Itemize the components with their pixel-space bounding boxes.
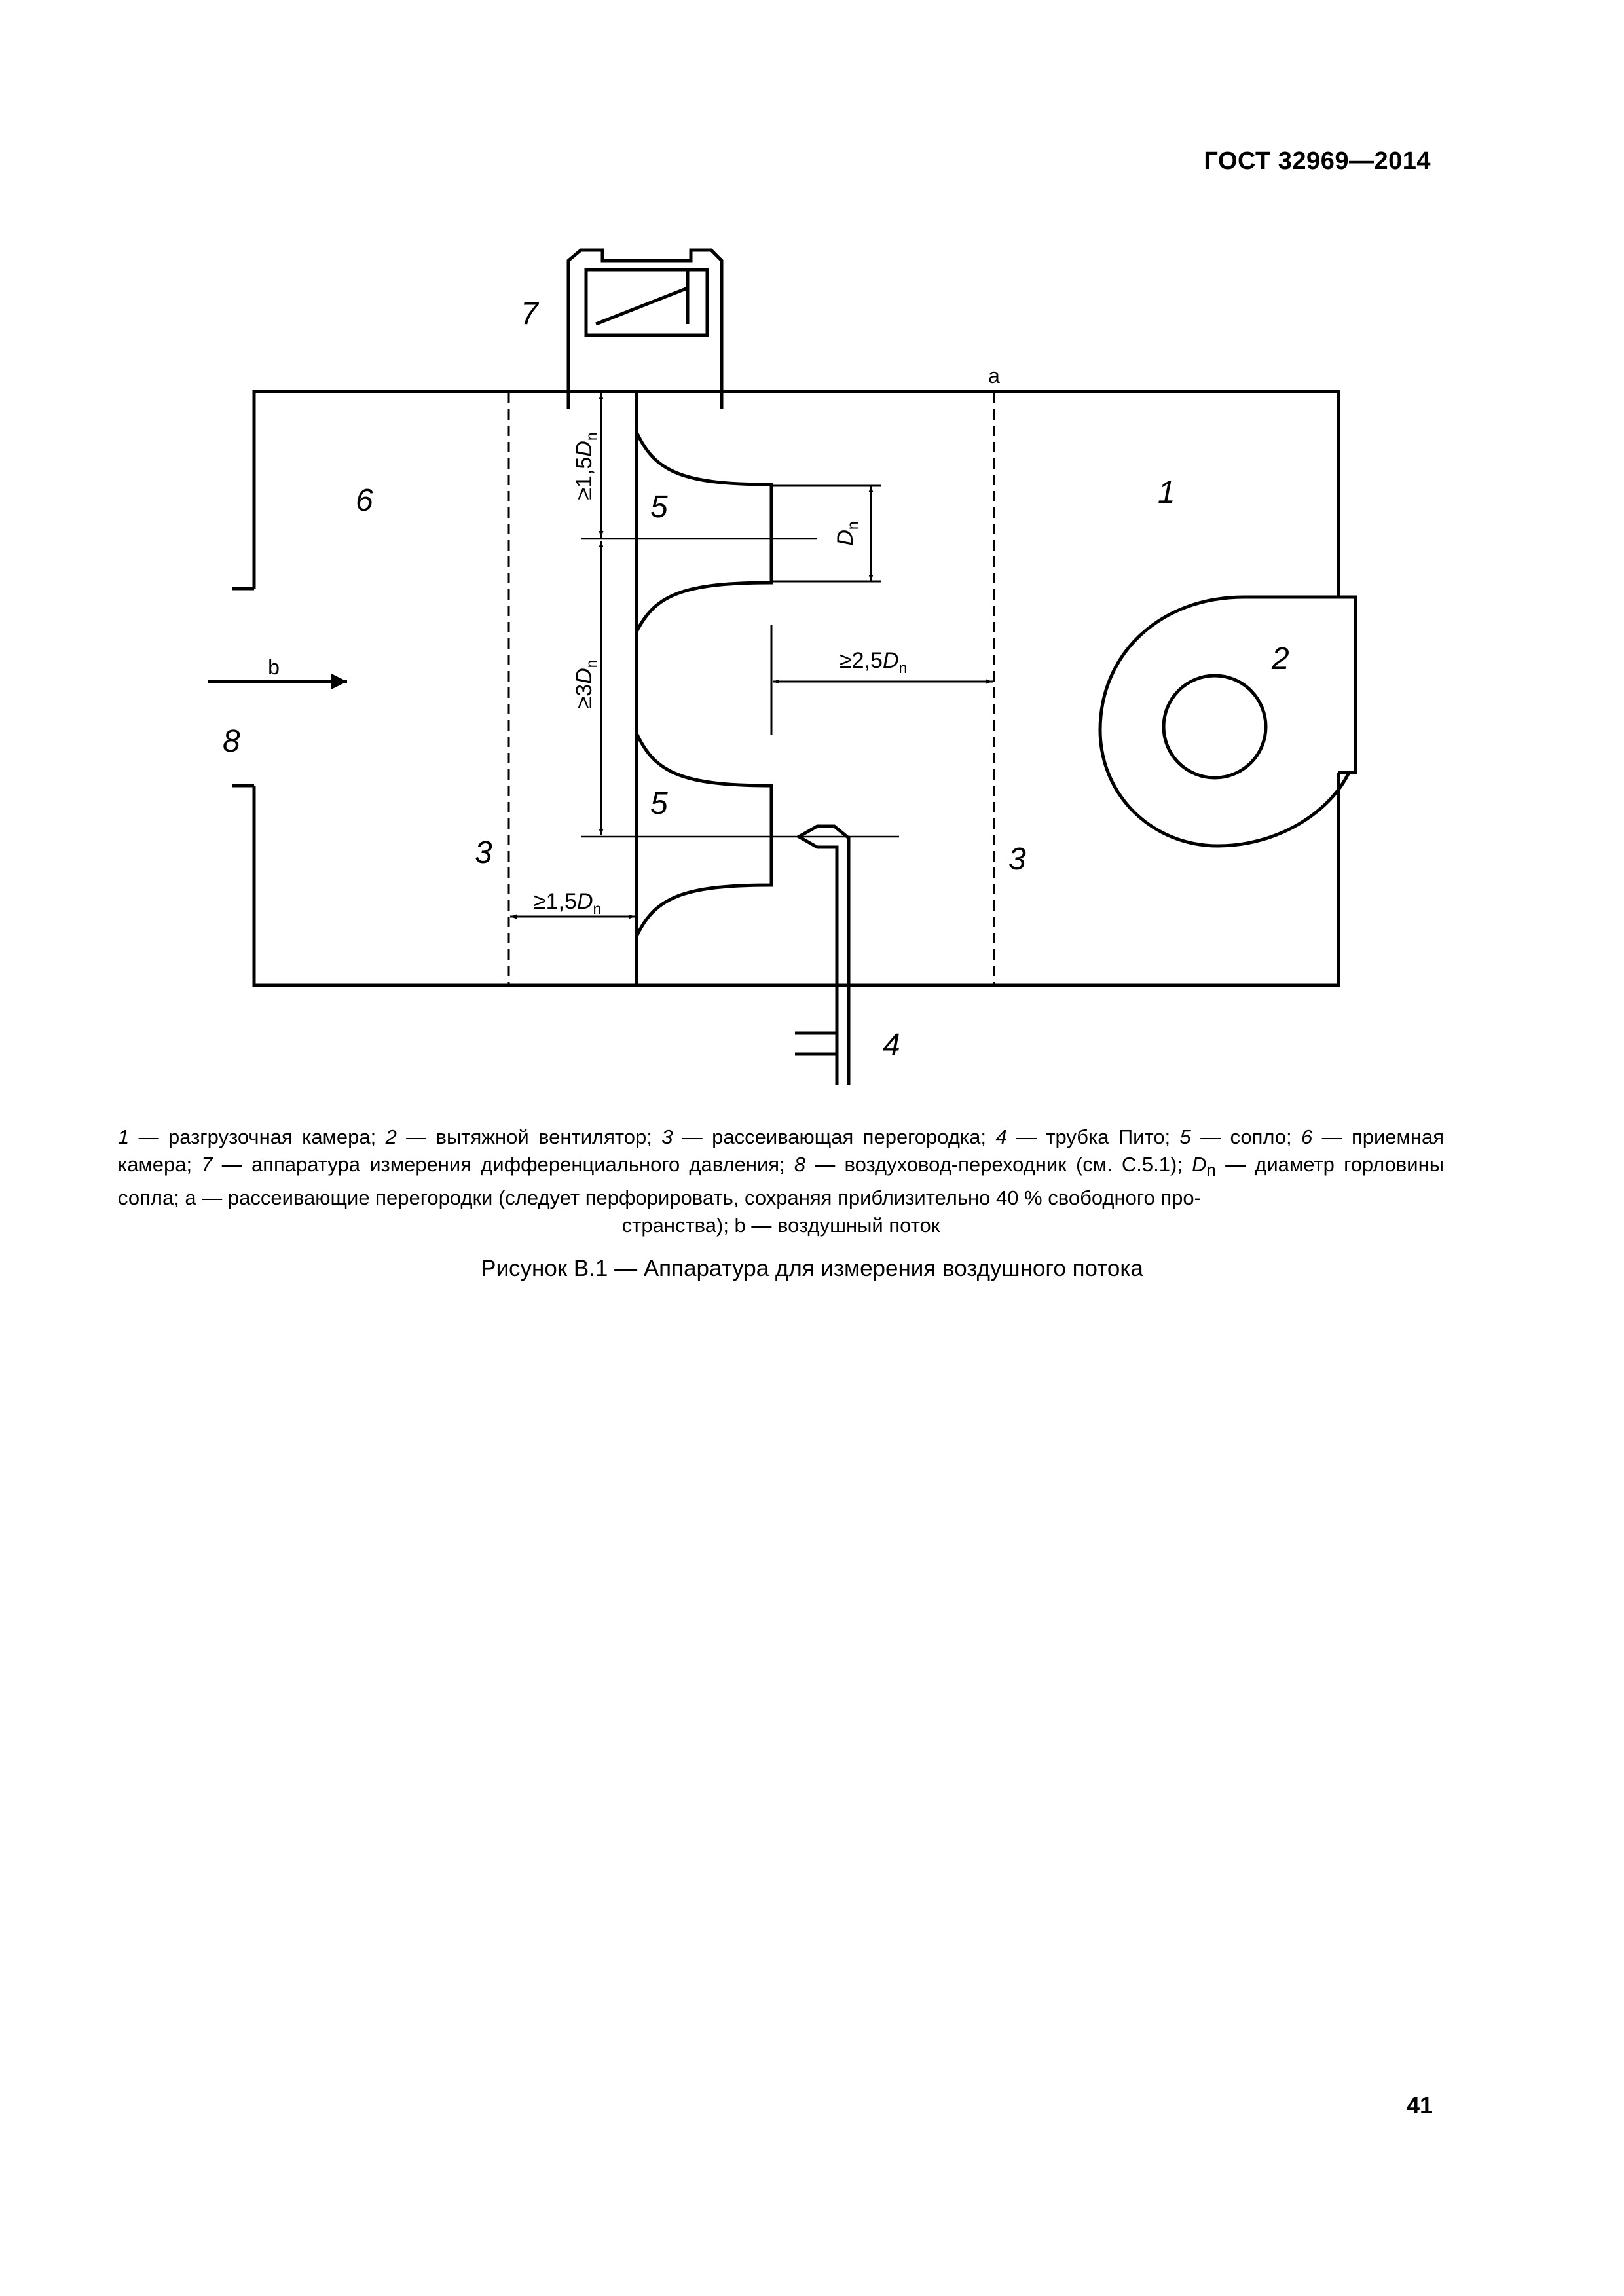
- pitot-tube: [795, 826, 849, 1085]
- legend-item: 4 — трубка Пито;: [995, 1125, 1180, 1148]
- label-4: 4: [883, 1028, 900, 1063]
- figure-caption: Рисунок В.1 — Аппаратура для измерения воздушного потока: [481, 1256, 1143, 1281]
- label-3-left: 3: [475, 835, 492, 870]
- airflow-apparatus-figure: [0, 0, 1624, 1113]
- legend-item: 8 — воздуховод-переходник (см. С.5.1);: [794, 1153, 1192, 1176]
- legend-item: 1 — разгрузочная камера;: [118, 1125, 386, 1148]
- label-5-lower: 5: [650, 786, 668, 821]
- label-1: 1: [1158, 475, 1175, 510]
- legend-item: 7 — аппаратура измерения дифференциального давления;: [201, 1153, 794, 1176]
- dim-throat: $D_n$: [833, 521, 861, 546]
- label-5-upper: 5: [650, 490, 668, 524]
- label-a: a: [988, 364, 1000, 388]
- label-6: 6: [356, 483, 373, 518]
- legend-item: 3 — рассеивающая перегородка;: [661, 1125, 996, 1148]
- legend-item: 6 — приемная камера;: [118, 1125, 1444, 1176]
- figure-legend: [118, 1123, 1444, 1239]
- label-8: 8: [223, 724, 240, 759]
- dim-baffle-gap: $\ge 1,5D_n$: [534, 889, 602, 917]
- nozzle-partition: [637, 392, 771, 985]
- dim-nozzle-spacing: $\ge 3D_n$: [572, 659, 600, 709]
- legend-item: 2 — вытяжной вентилятор;: [385, 1125, 662, 1148]
- dim-top-gap: $\ge 1,5D_n$: [572, 432, 600, 500]
- label-7: 7: [521, 297, 538, 331]
- chamber-outline: [254, 392, 1356, 985]
- legend-item: 5 — сопло;: [1179, 1125, 1301, 1148]
- legend-last-line: странства); b — воздушный поток: [621, 1214, 940, 1237]
- legend-dn: $D_n$ — диаметр горловины сопла; a — рассеивающие перегородки (следует перфорировать, сохраняя приблизительно 40 % свободного про-: [118, 1153, 1444, 1210]
- dim-to-baffle: $\ge 2,5D_n$: [840, 648, 908, 676]
- differential-pressure-apparatus: [568, 250, 722, 409]
- document-header: ГОСТ 32969—2014: [1204, 147, 1431, 175]
- label-b: b: [268, 655, 280, 679]
- label-2: 2: [1272, 642, 1289, 676]
- page-number: 41: [1406, 2092, 1433, 2119]
- label-3-right: 3: [1008, 842, 1026, 877]
- exhaust-fan: [1100, 597, 1349, 846]
